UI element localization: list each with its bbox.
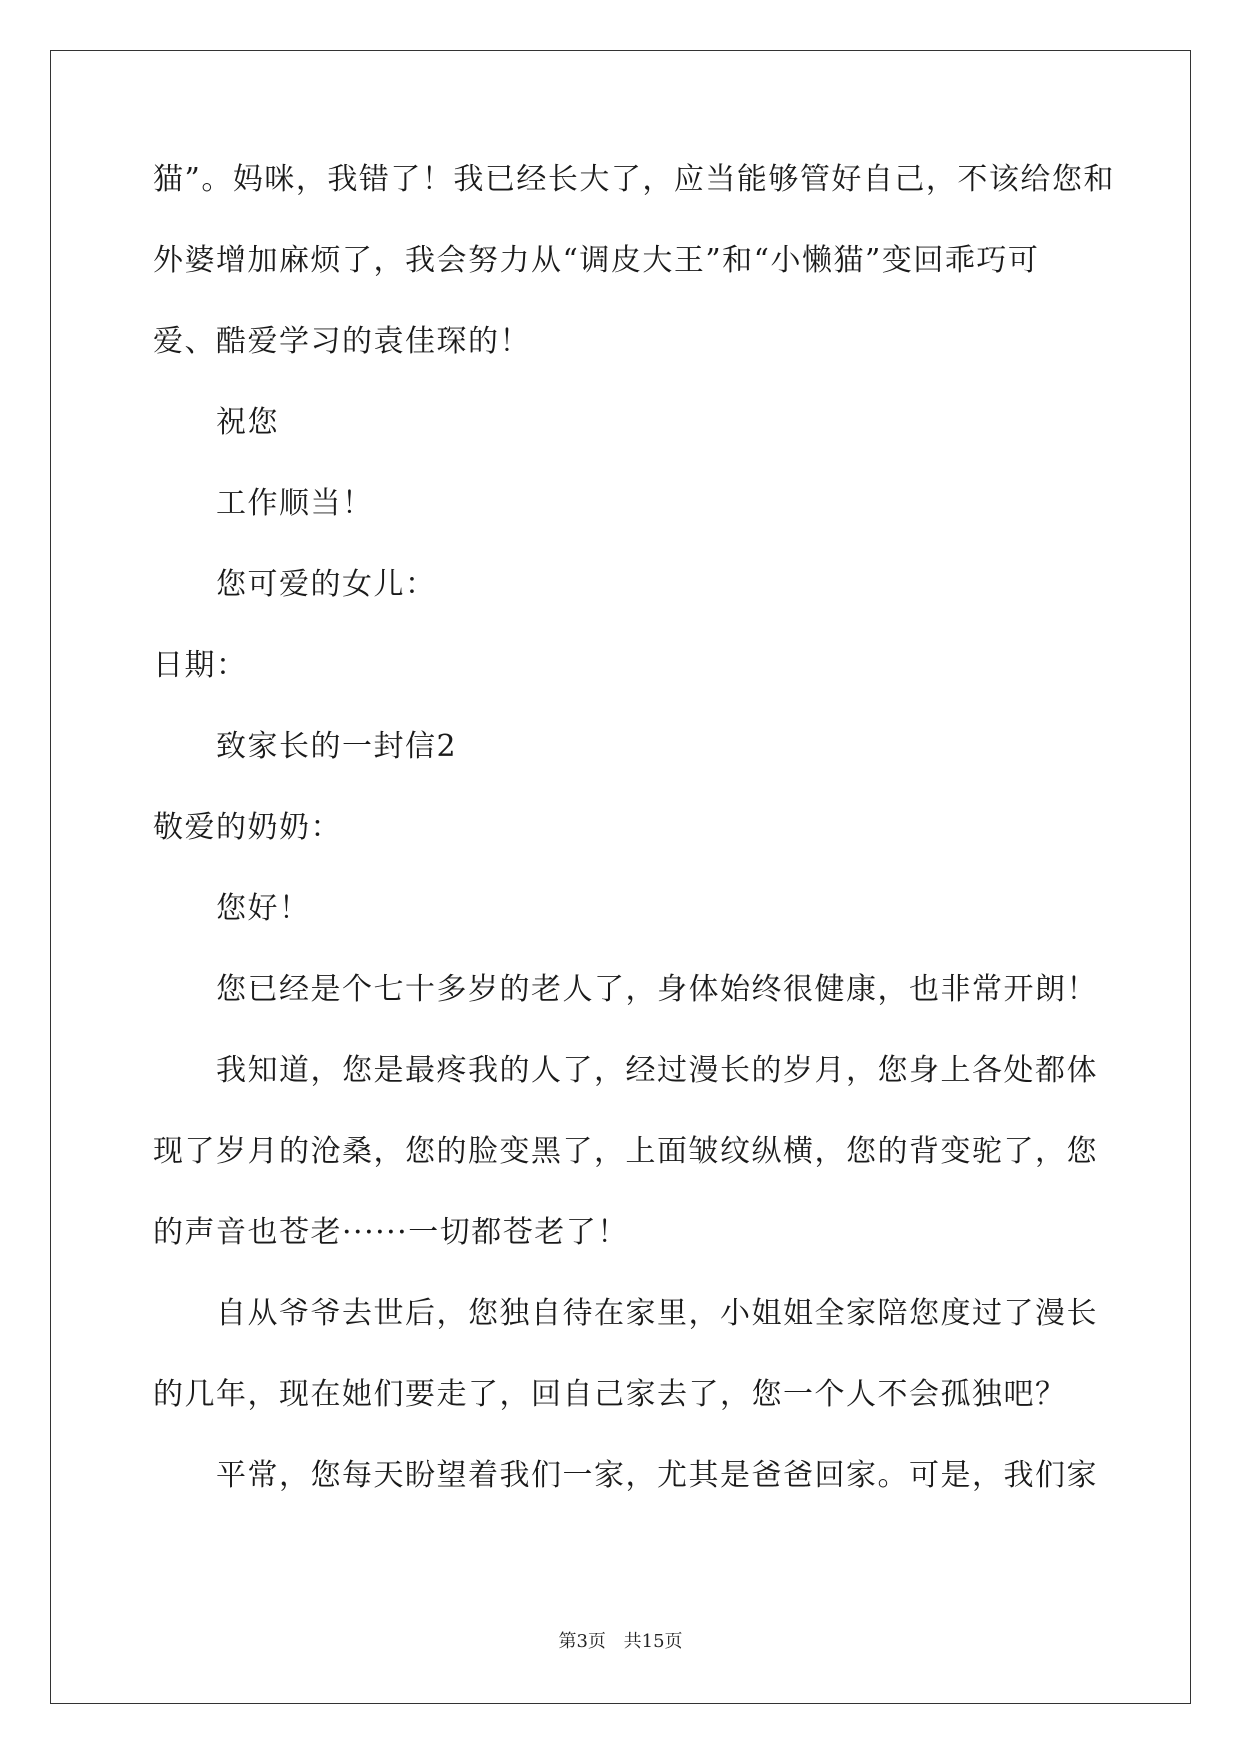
greeting-hello: 您好！ [216,891,311,926]
closing-salutation: 祝您 [216,405,279,440]
signature: 您可爱的女儿： [216,567,437,602]
closing-wish: 工作顺当！ [216,486,374,521]
paragraph-line: 的几年，现在她们要走了，回自己家去了，您一个人不会孤独吧？ [153,1377,1067,1412]
text-line: 外婆增加麻烦了，我会努力从“调皮大王”和“小懒猫”变回乖巧可 [153,243,1040,278]
page-footer [0,1627,1241,1653]
date-label: 日期： [153,648,248,683]
paragraph-line: 平常，您每天盼望着我们一家，尤其是爸爸回家。可是，我们家 [216,1458,1098,1493]
text-line: 猫”。妈咪，我错了！我已经长大了，应当能够管好自己，不该给您和 [153,162,1115,197]
page-number: 第3页 [558,1631,606,1652]
paragraph-line: 的声音也苍老······一切都苍老了！ [153,1215,629,1250]
greeting: 敬爱的奶奶： [153,810,342,845]
text-line: 爱、酷爱学习的袁佳琛的！ [153,324,531,359]
paragraph-line: 自从爷爷去世后，您独自待在家里，小姐姐全家陪您度过了漫长 [216,1296,1098,1331]
letter-title: 致家长的一封信2 [216,729,458,764]
paragraph-line: 我知道，您是最疼我的人了，经过漫长的岁月，您身上各处都体 [216,1053,1098,1088]
page-total: 共15页 [623,1631,683,1652]
paragraph-line: 现了岁月的沧桑，您的脸变黑了，上面皱纹纵横，您的背变驼了，您 [153,1134,1098,1169]
paragraph-line: 您已经是个七十多岁的老人了，身体始终很健康，也非常开朗！ [216,972,1098,1007]
